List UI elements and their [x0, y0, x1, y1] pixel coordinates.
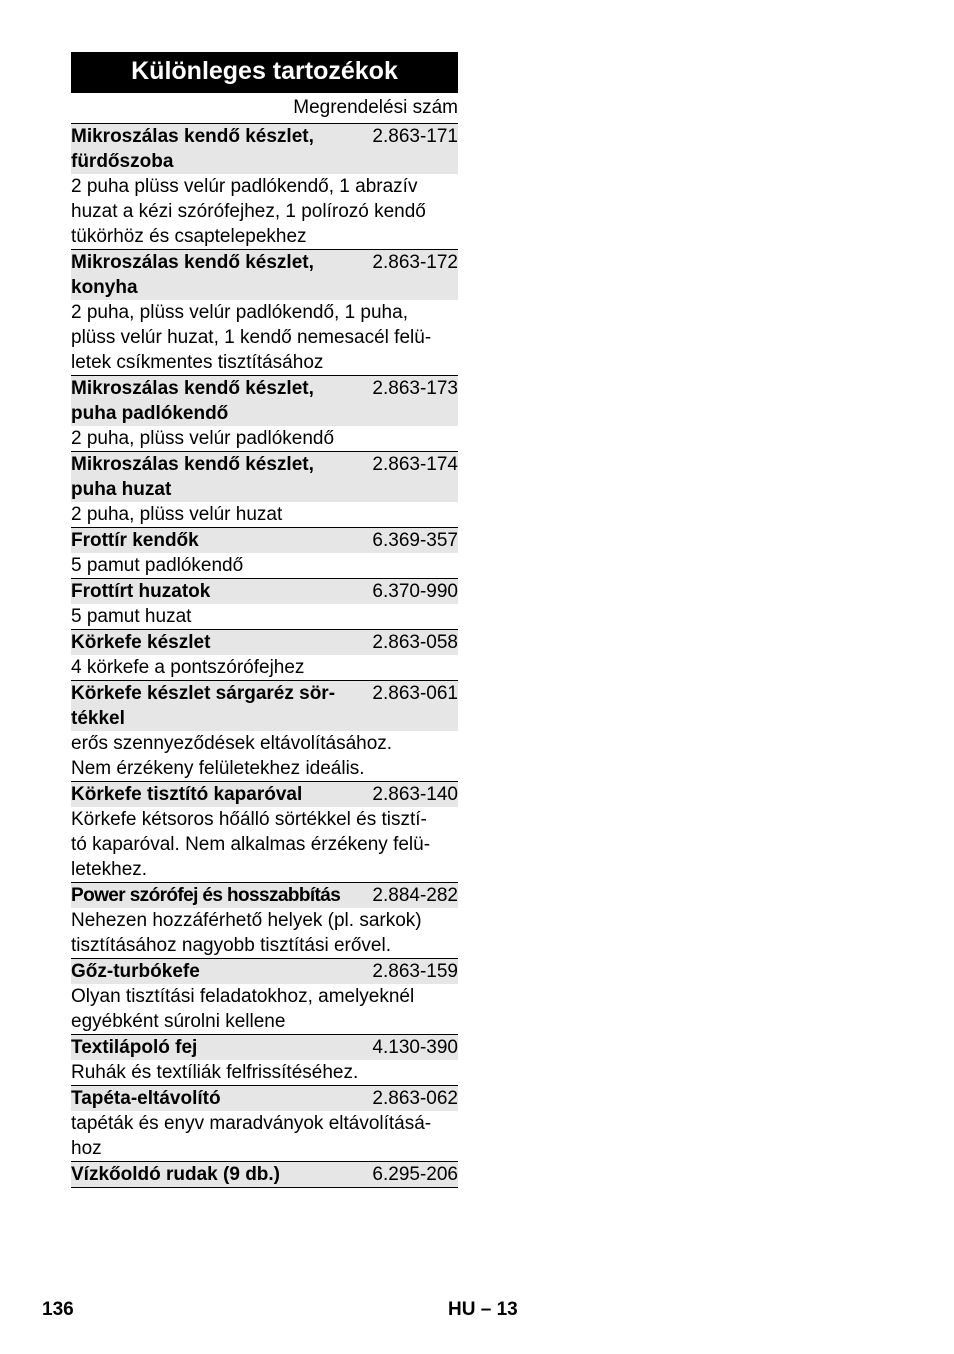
item-row	[71, 1086, 458, 1162]
item-name: Körkefe készlet	[71, 632, 211, 653]
item-row	[71, 376, 458, 452]
item-row	[71, 782, 458, 883]
item-description: 4 körkefe a pontszórófejhez	[71, 655, 458, 681]
item-head	[71, 579, 458, 604]
item-row	[71, 1162, 458, 1188]
page-number: 136	[42, 1299, 74, 1320]
item-description: 2 puha, plüss velúr huzat	[71, 502, 458, 528]
item-row	[71, 579, 458, 630]
item-row	[71, 959, 458, 1035]
item-name: Körkefe tisztító kaparóval	[71, 784, 303, 805]
item-name: Power szórófej és hosszabbítás	[71, 885, 341, 906]
item-row	[71, 528, 458, 579]
item-description: erős szennyeződések eltávolításához. Nem érzékeny felületekhez ideális.	[71, 731, 458, 782]
item-description: Ruhák és textíliák felfrissítéséhez.	[71, 1060, 458, 1086]
item-row	[71, 883, 458, 959]
item-head	[71, 630, 458, 655]
item-description: tapéták és enyv maradványok eltávolításá- hoz	[71, 1111, 458, 1162]
item-name: Textilápoló fej	[71, 1037, 198, 1058]
item-name: Mikroszálas kendő készlet, puha padlókendő	[71, 378, 314, 424]
item-row	[71, 452, 458, 528]
section-page-ref: HU – 13	[448, 1299, 518, 1320]
item-description: Nehezen hozzáférhető helyek (pl. sarkok) tisztításához nagyobb tisztítási erővel.	[71, 908, 458, 959]
item-head	[71, 681, 458, 731]
item-name: Gőz-turbókefe	[71, 961, 200, 982]
item-order-number: 2.863-058	[372, 632, 458, 653]
item-order-number: 2.863-140	[372, 784, 458, 805]
item-order-number: 6.295-206	[372, 1164, 458, 1185]
item-head	[71, 959, 458, 984]
item-head	[71, 250, 458, 300]
item-row	[71, 1035, 458, 1086]
item-row	[71, 124, 458, 250]
item-description: Olyan tisztítási feladatokhoz, amelyeknél egyébként súrolni kellene	[71, 984, 458, 1035]
item-head	[71, 782, 458, 807]
item-name: Mikroszálas kendő készlet, fürdőszoba	[71, 126, 314, 172]
item-name: Frottírt huzatok	[71, 581, 211, 602]
item-name: Mikroszálas kendő készlet, puha huzat	[71, 454, 314, 500]
item-description: 5 pamut padlókendő	[71, 553, 458, 579]
item-name: Körkefe készlet sárgaréz sör- tékkel	[71, 683, 336, 729]
item-description: 2 puha, plüss velúr padlókendő, 1 puha, plüss velúr huzat, 1 kendő nemesacél felü- letek csíkmentes tisztításához	[71, 300, 458, 376]
item-head	[71, 883, 458, 908]
item-head	[71, 376, 458, 426]
item-row	[71, 630, 458, 681]
item-name: Vízkőoldó rudak (9 db.)	[71, 1164, 281, 1185]
item-description: 2 puha, plüss velúr padlókendő	[71, 426, 458, 452]
item-order-number: 6.370-990	[372, 581, 458, 602]
item-order-number: 2.863-173	[372, 378, 458, 399]
accessories-column	[71, 52, 458, 1188]
item-order-number: 2.863-171	[372, 126, 458, 147]
item-head	[71, 1162, 458, 1188]
item-row	[71, 681, 458, 782]
item-order-number: 2.863-174	[372, 454, 458, 475]
item-order-number: 6.369-357	[372, 530, 458, 551]
item-head	[71, 1035, 458, 1060]
item-name: Tapéta-eltávolító	[71, 1088, 221, 1109]
item-order-number: 2.863-061	[372, 683, 458, 704]
item-order-number: 2.884-282	[372, 885, 458, 906]
item-order-number: 2.863-172	[372, 252, 458, 273]
item-description: 5 pamut huzat	[71, 604, 458, 630]
item-row	[71, 250, 458, 376]
section-title: Különleges tartozékok	[71, 52, 458, 93]
item-description: Körkefe kétsoros hőálló sörtékkel és tisztí- tó kaparóval. Nem alkalmas érzékeny felü- letekhez.	[71, 807, 458, 883]
order-number-header: Megrendelési szám	[71, 93, 458, 124]
item-head	[71, 528, 458, 553]
item-description: 2 puha plüss velúr padlókendő, 1 abrazív huzat a kézi szórófejhez, 1 polírozó kendő tükörhöz és csaptelepekhez	[71, 174, 458, 250]
item-order-number: 4.130-390	[372, 1037, 458, 1058]
item-order-number: 2.863-159	[372, 961, 458, 982]
item-head	[71, 452, 458, 502]
item-name: Frottír kendők	[71, 530, 199, 551]
item-name: Mikroszálas kendő készlet, konyha	[71, 252, 314, 298]
item-head	[71, 1086, 458, 1111]
item-head	[71, 124, 458, 174]
item-order-number: 2.863-062	[372, 1088, 458, 1109]
